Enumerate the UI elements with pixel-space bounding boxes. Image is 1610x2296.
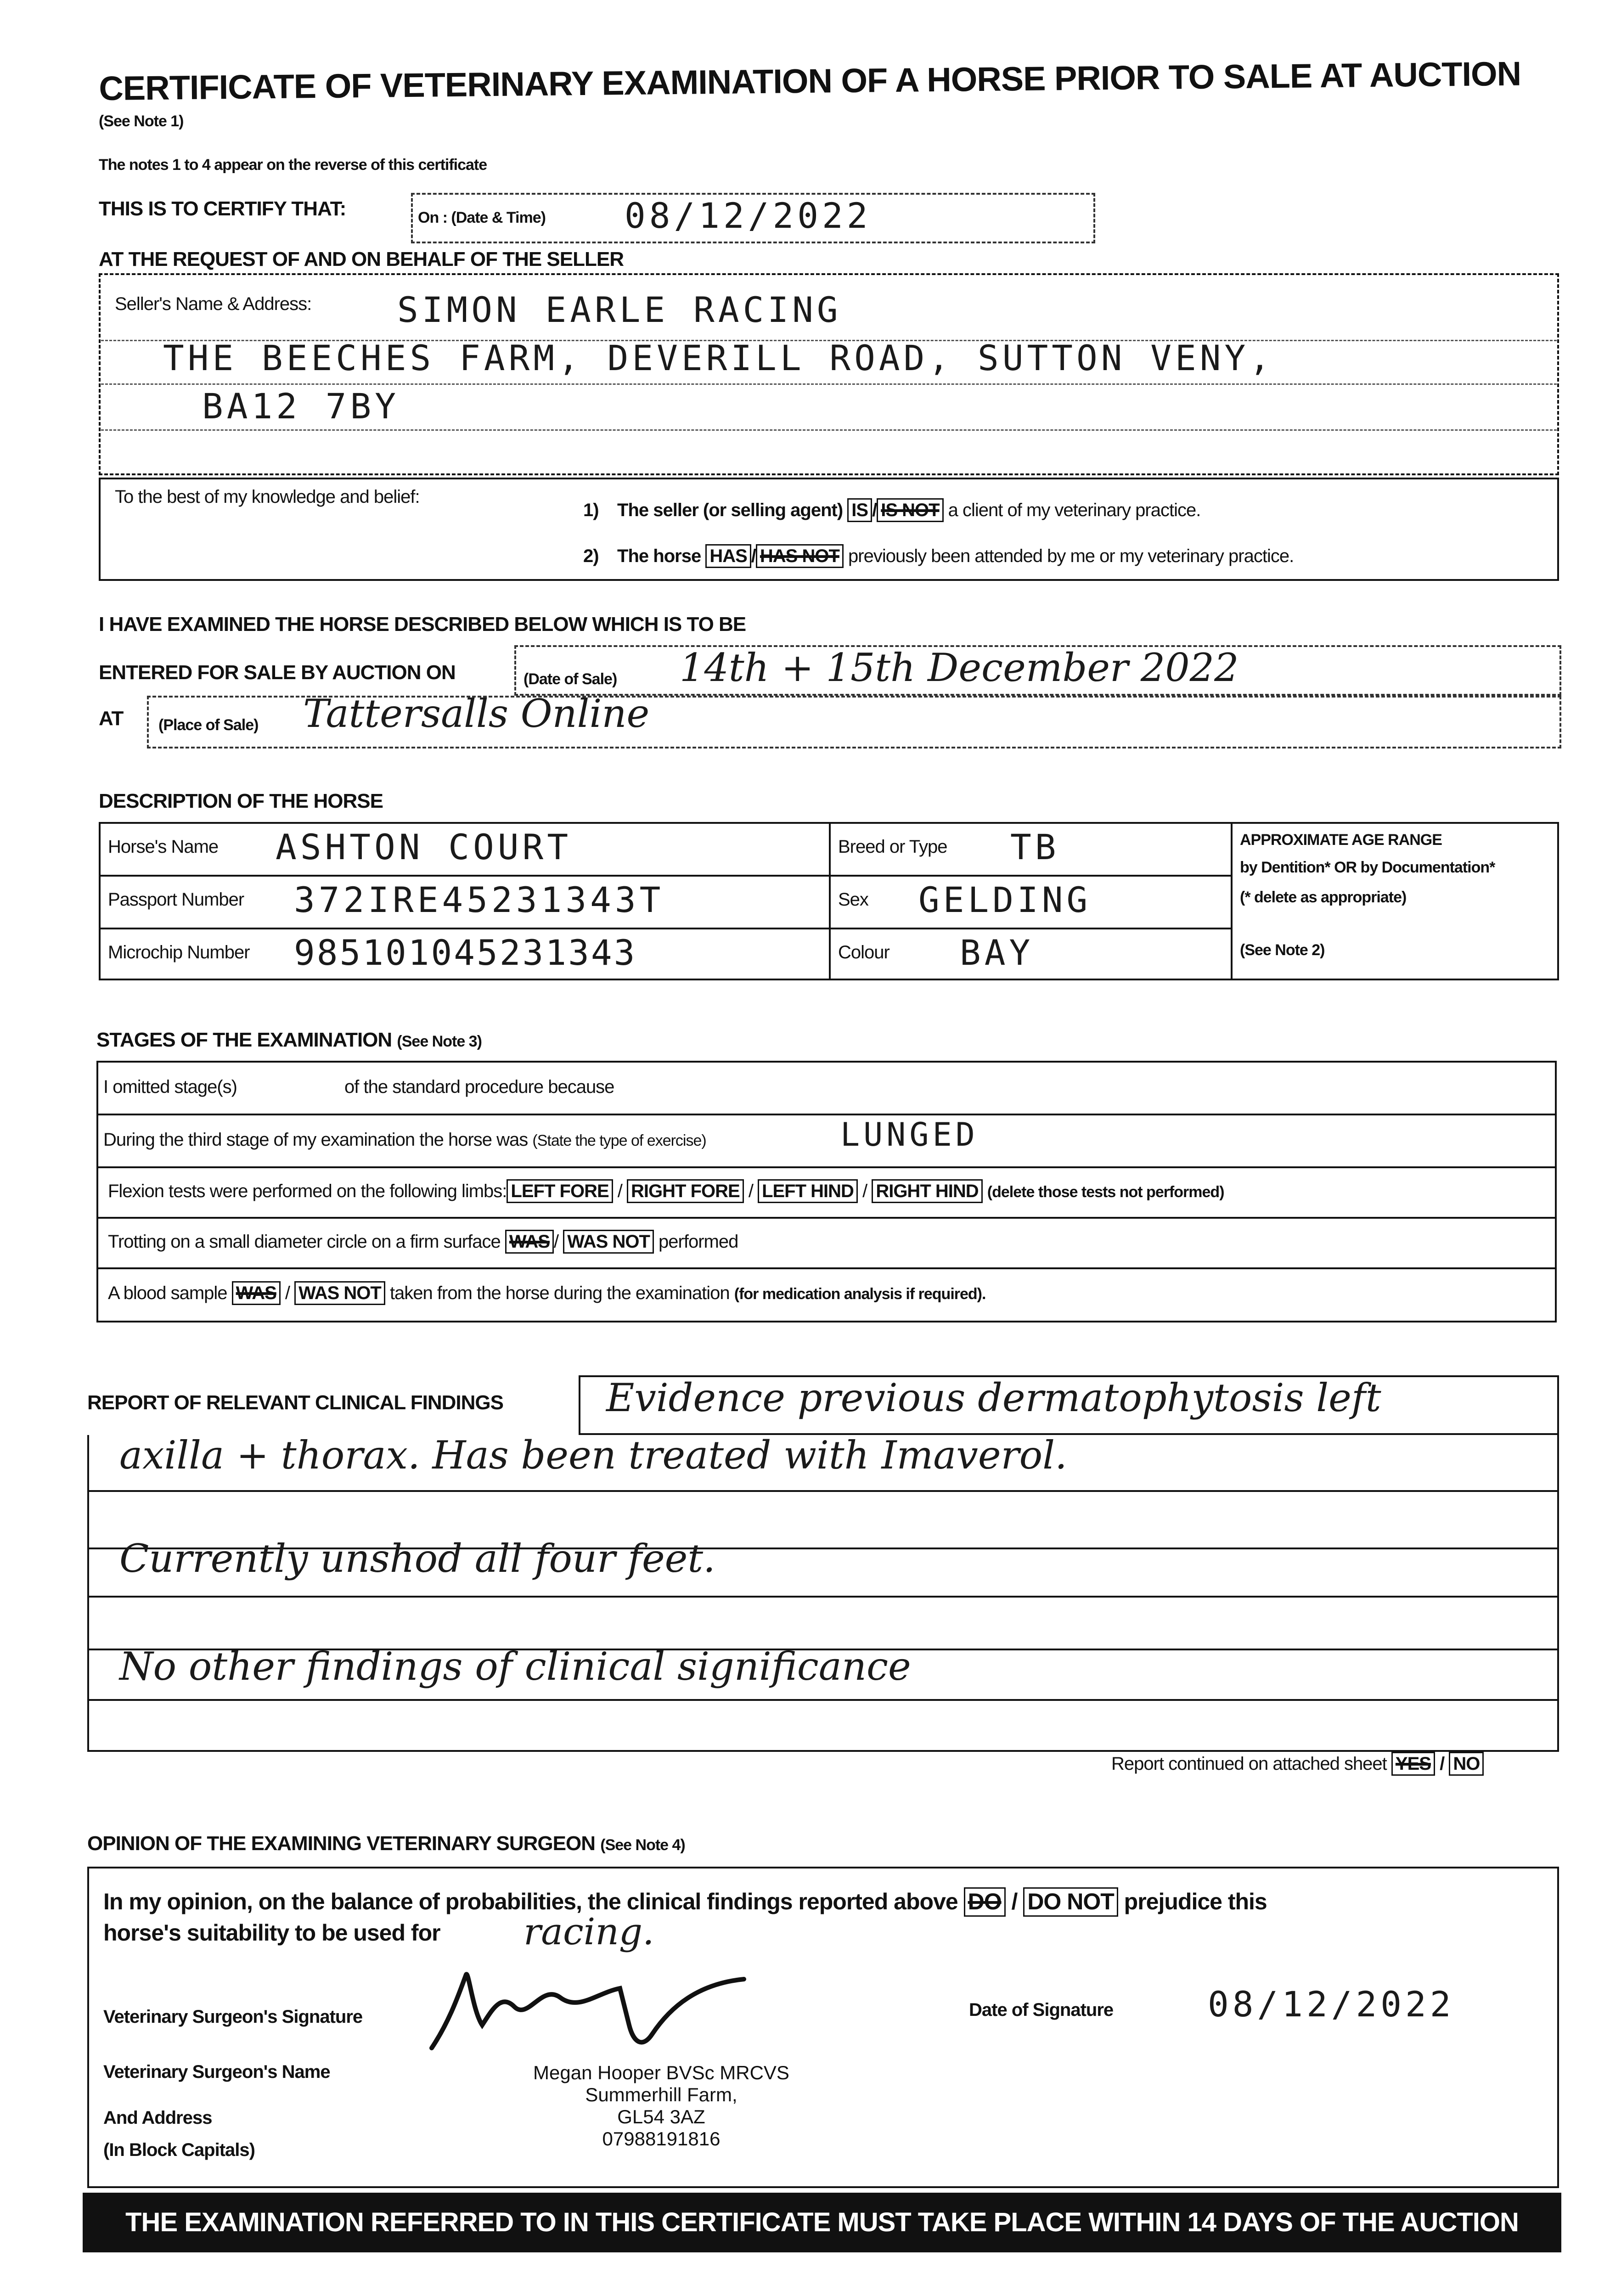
vet-address-label: And Address: [103, 2108, 212, 2128]
stages-heading-note: (See Note 3): [397, 1033, 482, 1050]
has-option[interactable]: HAS: [705, 544, 751, 568]
passport-value: 372IRE45231343T: [294, 879, 664, 920]
item-1-sep: /: [872, 500, 877, 520]
breed-label: Breed or Type: [838, 837, 947, 857]
stage-rule-1: [96, 1114, 1557, 1115]
age-line-3: (* delete as appropriate): [1240, 889, 1407, 906]
right-hind-option[interactable]: RIGHT HIND: [872, 1179, 982, 1203]
opinion-heading-text: OPINION OF THE EXAMINING VETERINARY SURGEON: [87, 1832, 596, 1855]
seller-rule-2: [101, 383, 1557, 385]
on-date-label: On : (Date & Time): [418, 209, 546, 226]
third-stage-label: During the third stage of my examination the horse was: [103, 1130, 528, 1150]
place-of-sale-label: (Place of Sale): [158, 716, 259, 734]
flexion-note: (delete those tests not performed): [987, 1183, 1224, 1201]
suitability-value: racing.: [524, 1910, 654, 1953]
opinion-heading: [87, 1832, 685, 1855]
is-not-option[interactable]: IS NOT: [877, 498, 943, 522]
opinion-line-2: horse's suitability to be used for: [103, 1920, 440, 1946]
horse-name-label: Horse's Name: [108, 837, 219, 857]
is-option[interactable]: IS: [847, 498, 872, 522]
opinion-line-1: [103, 1887, 1267, 1917]
third-stage-value: LUNGED: [840, 1116, 979, 1154]
age-note: (See Note 2): [1240, 941, 1325, 959]
report-box: [87, 1435, 1559, 1752]
seller-line-1: SIMON EARLE RACING: [397, 289, 842, 330]
microchip-value: 985101045231343: [294, 932, 637, 973]
report-line-4: No other findings of clinical significance: [119, 1644, 911, 1689]
seller-line-3: BA12 7BY: [202, 386, 400, 427]
vet-name-label: Veterinary Surgeon's Name: [103, 2062, 330, 2082]
entered-label: ENTERED FOR SALE BY AUCTION ON: [99, 661, 456, 684]
description-heading: DESCRIPTION OF THE HORSE: [99, 790, 383, 812]
report-line-1: Evidence previous dermatophytosis left: [606, 1375, 1381, 1420]
item-1-text: The seller (or selling agent): [617, 500, 843, 520]
passport-label: Passport Number: [108, 889, 244, 910]
place-of-sale-value: Tattersalls Online: [303, 691, 650, 736]
notes-line: The notes 1 to 4 appear on the reverse of this certificate: [99, 156, 487, 174]
seller-label: Seller's Name & Address:: [115, 294, 312, 314]
vet-stamp: [524, 2062, 799, 2150]
report-rule-5: [87, 1699, 1559, 1701]
vet-address-label-2: (In Block Capitals): [103, 2140, 255, 2160]
seller-line-2: THE BEECHES FARM, DEVERILL ROAD, SUTTON VENY,: [163, 338, 1274, 378]
item-1-number: 1): [583, 500, 599, 520]
trot-was-not-option[interactable]: WAS NOT: [563, 1230, 654, 1254]
third-stage-note: (State the type of exercise): [532, 1132, 706, 1149]
stamp-line-2: Summerhill Farm,: [585, 2084, 737, 2105]
date-of-sale-value: 14th + 15th December 2022: [680, 645, 1239, 690]
sex-label: Sex: [838, 889, 868, 910]
vet-signature: [422, 1956, 771, 2057]
blood-was-option[interactable]: WAS: [232, 1281, 281, 1305]
request-label: AT THE REQUEST OF AND ON BEHALF OF THE SELLER: [99, 248, 624, 270]
see-note-1: (See Note 1): [99, 113, 184, 130]
item-2-number: 2): [583, 546, 599, 566]
stages-heading: [96, 1029, 482, 1052]
seller-rule-3: [101, 429, 1557, 431]
stages-heading-text: STAGES OF THE EXAMINATION: [96, 1029, 392, 1051]
blood-label: A blood sample: [108, 1283, 227, 1303]
blood-post: taken from the horse during the examination: [389, 1283, 730, 1303]
trot-sep: /: [553, 1232, 559, 1252]
certificate-title: CERTIFICATE OF VETERINARY EXAMINATION OF A HORSE PRIOR TO SALE AT AUCTION: [99, 54, 1521, 107]
continued-no-option[interactable]: NO: [1449, 1752, 1484, 1776]
blood-note: (for medication analysis if required).: [734, 1285, 986, 1303]
microchip-label: Microchip Number: [108, 942, 250, 962]
continued-label: Report continued on attached sheet: [1111, 1754, 1387, 1774]
examined-label: I HAVE EXAMINED THE HORSE DESCRIBED BELOW WHICH IS TO BE: [99, 613, 746, 636]
third-stage-text: [103, 1130, 706, 1150]
desc-col-rule-2: [1231, 822, 1233, 980]
knowledge-label: To the best of my knowledge and belief:: [115, 487, 420, 507]
continued-yes-option[interactable]: YES: [1391, 1752, 1435, 1776]
on-date-value: 08/12/2022: [625, 195, 872, 236]
right-fore-option[interactable]: RIGHT FORE: [627, 1179, 744, 1203]
trot-label: Trotting on a small diameter circle on a firm surface: [108, 1232, 501, 1252]
item-1-post: a client of my veterinary practice.: [948, 500, 1201, 520]
stage-rule-2: [96, 1166, 1557, 1168]
certify-label: THIS IS TO CERTIFY THAT:: [99, 197, 346, 220]
has-not-option[interactable]: HAS NOT: [756, 544, 844, 568]
date-of-sale-label: (Date of Sale): [524, 670, 617, 688]
flexion-sep-2: /: [748, 1181, 753, 1201]
sex-value: GELDING: [918, 879, 1092, 920]
report-continued: [1111, 1752, 1484, 1776]
do-not-option[interactable]: DO NOT: [1023, 1887, 1118, 1917]
date-signature-label: Date of Signature: [969, 2000, 1114, 2020]
flexion-sep-3: /: [862, 1181, 867, 1201]
knowledge-item-1: [583, 498, 1200, 522]
left-fore-option[interactable]: LEFT FORE: [507, 1179, 613, 1203]
blood-row: [108, 1281, 985, 1305]
continued-sep: /: [1440, 1754, 1445, 1774]
opinion-line-1-text: In my opinion, on the balance of probabilities, the clinical findings reported above: [103, 1889, 958, 1914]
trot-was-option[interactable]: WAS: [505, 1230, 554, 1254]
flexion-label: Flexion tests were performed on the following limbs:: [108, 1181, 507, 1201]
horse-name-value: ASHTON COURT: [276, 827, 572, 867]
stamp-line-3: GL54 3AZ: [617, 2106, 705, 2127]
age-heading: APPROXIMATE AGE RANGE: [1240, 831, 1442, 849]
stamp-line-4: 07988191816: [602, 2128, 721, 2150]
desc-col-rule-1: [829, 822, 831, 980]
signature-label: Veterinary Surgeon's Signature: [103, 2007, 363, 2027]
omitted-post: of the standard procedure because: [344, 1077, 614, 1097]
stamp-line-1: Megan Hooper BVSc MRCVS: [533, 2062, 789, 2083]
report-line-3: Currently unshod all four feet.: [119, 1536, 715, 1581]
report-rule-3: [87, 1596, 1559, 1598]
left-hind-option[interactable]: LEFT HIND: [758, 1179, 858, 1203]
desc-row-rule-1: [99, 875, 1231, 877]
report-line-2: axilla + thorax. Has been treated with Imaverol.: [119, 1433, 1067, 1478]
knowledge-item-2: [583, 544, 1294, 568]
at-label: AT: [99, 707, 124, 730]
report-rule-1: [87, 1490, 1559, 1492]
flexion-sep-1: /: [617, 1181, 622, 1201]
age-line-2: by Dentition* OR by Documentation*: [1240, 859, 1495, 876]
opinion-heading-note: (See Note 4): [600, 1836, 685, 1854]
trot-row: [108, 1230, 738, 1254]
flexion-row: [108, 1179, 1224, 1203]
opinion-line-1-post: prejudice this: [1124, 1889, 1267, 1914]
item-2-sep: /: [751, 546, 756, 566]
colour-label: Colour: [838, 942, 889, 962]
stage-rule-4: [96, 1267, 1557, 1269]
opinion-sep: /: [1011, 1889, 1018, 1914]
desc-row-rule-2: [99, 928, 1231, 929]
blood-sep: /: [285, 1283, 290, 1303]
item-2-post: previously been attended by me or my veterinary practice.: [848, 546, 1294, 566]
footer-banner: THE EXAMINATION REFERRED TO IN THIS CERTIFICATE MUST TAKE PLACE WITHIN 14 DAYS OF THE AUCTION: [83, 2193, 1561, 2252]
report-label: REPORT OF RELEVANT CLINICAL FINDINGS: [87, 1391, 503, 1414]
date-signature-value: 08/12/2022: [1208, 1984, 1455, 2025]
item-2-text: The horse: [617, 546, 701, 566]
omitted-pre: I omitted stage(s): [103, 1077, 237, 1097]
blood-was-not-option[interactable]: WAS NOT: [294, 1281, 385, 1305]
colour-value: BAY: [960, 932, 1034, 973]
trot-post: performed: [659, 1232, 738, 1252]
stage-rule-3: [96, 1217, 1557, 1219]
do-option[interactable]: DO: [964, 1887, 1006, 1917]
breed-value: TB: [1010, 827, 1060, 867]
